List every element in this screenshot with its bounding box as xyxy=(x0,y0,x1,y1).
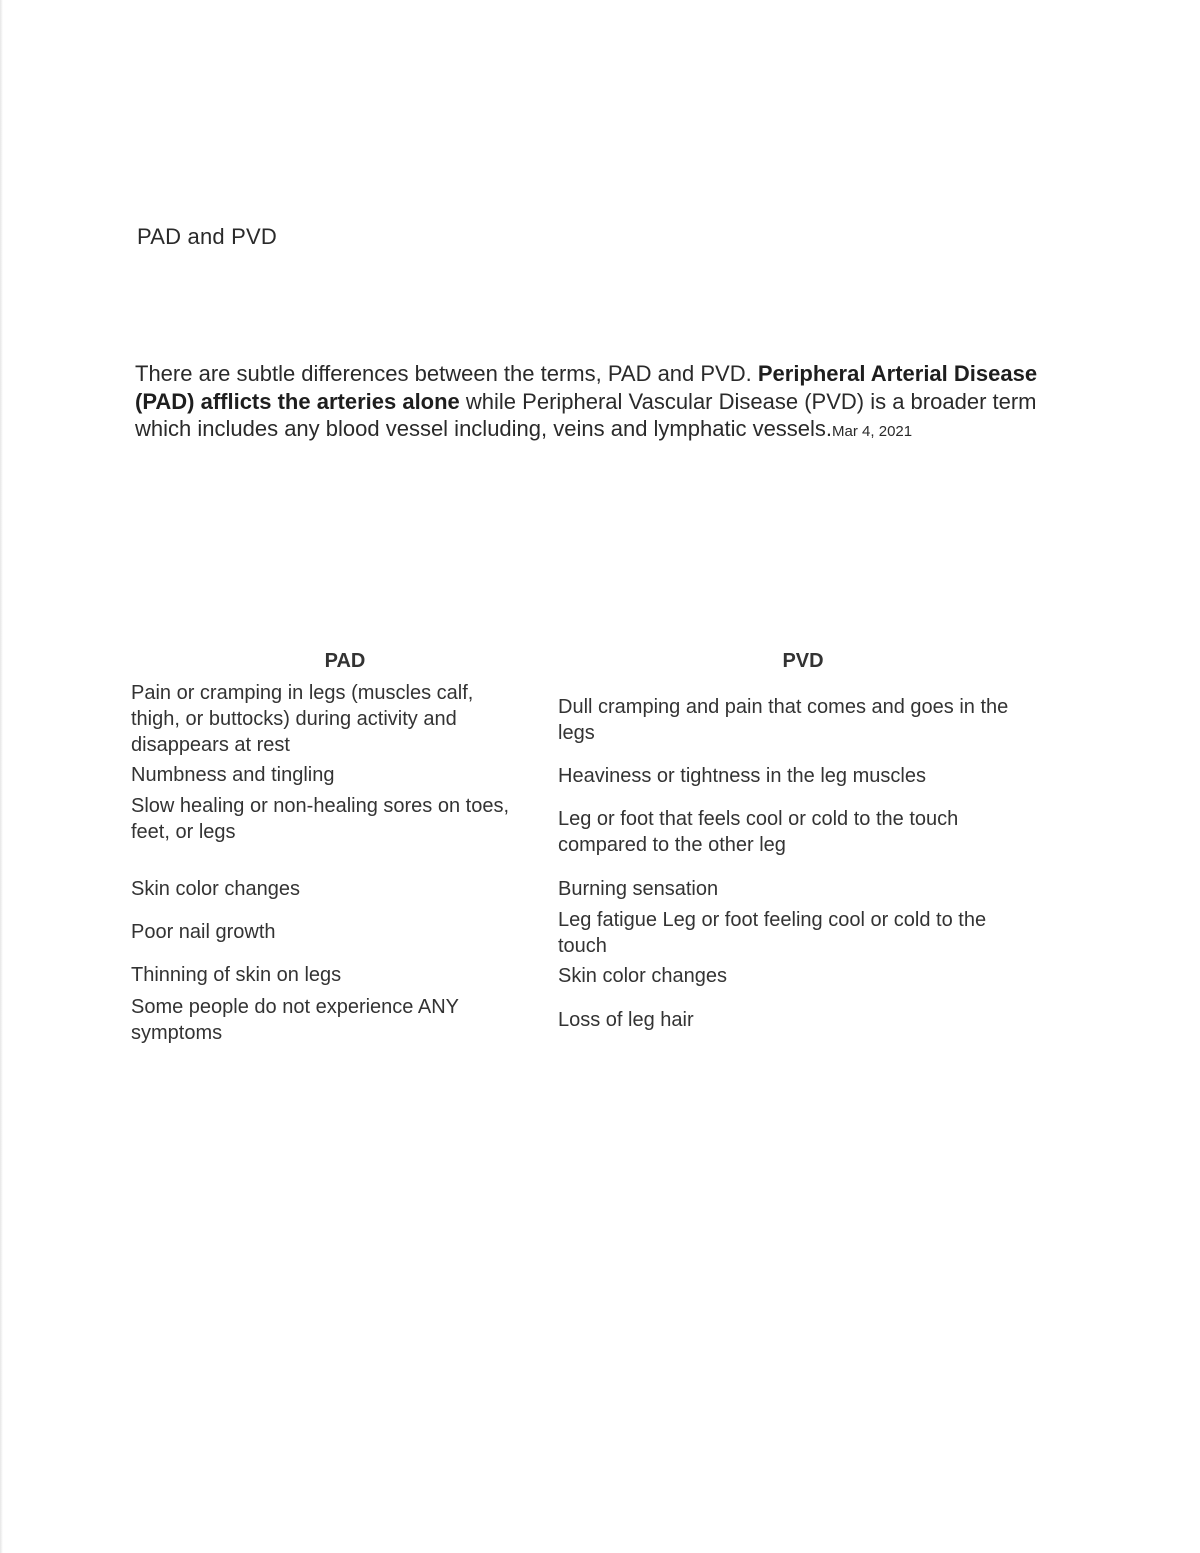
intro-text-start: There are subtle differences between the terms, PAD and PVD. xyxy=(135,361,758,386)
pad-item-nail-growth: Poor nail growth xyxy=(131,921,276,943)
pad-item-no-symptoms: Some people do not experience ANY symptoms xyxy=(131,996,459,1044)
intro-date: Mar 4, 2021 xyxy=(832,423,913,440)
pad-item-thinning-skin: Thinning of skin on legs xyxy=(131,964,342,986)
intro-text-end: while Peripheral Vascular Disease (PVD) is a broader term which includes any blood vessel including, veins and lymphatic vessels. xyxy=(135,388,1037,441)
pvd-column-heading: PVD xyxy=(782,650,824,672)
pvd-item-dull-cramping: Dull cramping and pain that comes and goes in the legs xyxy=(558,696,1009,744)
intro-bold-definition: Peripheral Arterial Disease (PAD) afflicts the arteries alone xyxy=(135,361,1038,414)
document-title: PAD and PVD xyxy=(137,224,277,249)
pvd-item-skin-color: Skin color changes xyxy=(558,965,727,987)
page-edge-shadow xyxy=(0,0,3,1553)
pad-item-numbness: Numbness and tingling xyxy=(131,764,335,786)
intro-paragraph xyxy=(135,360,1055,446)
pad-item-pain-cramping: Pain or cramping in legs (muscles calf, thigh, or buttocks) during activity and disappears at rest xyxy=(131,682,474,756)
pvd-item-heaviness: Heaviness or tightness in the leg muscles xyxy=(558,765,926,787)
pvd-item-burning: Burning sensation xyxy=(558,878,719,900)
pvd-item-cool-leg: Leg or foot that feels cool or cold to the touch compared to the other leg xyxy=(558,808,959,856)
pvd-item-hair-loss: Loss of leg hair xyxy=(558,1009,694,1031)
pad-column-heading: PAD xyxy=(324,650,366,672)
pvd-item-leg-fatigue: Leg fatigue Leg or foot feeling cool or cold to the touch xyxy=(558,909,987,957)
pad-item-slow-healing: Slow healing or non-healing sores on toes, feet, or legs xyxy=(131,795,510,843)
pad-item-skin-color: Skin color changes xyxy=(131,878,300,900)
